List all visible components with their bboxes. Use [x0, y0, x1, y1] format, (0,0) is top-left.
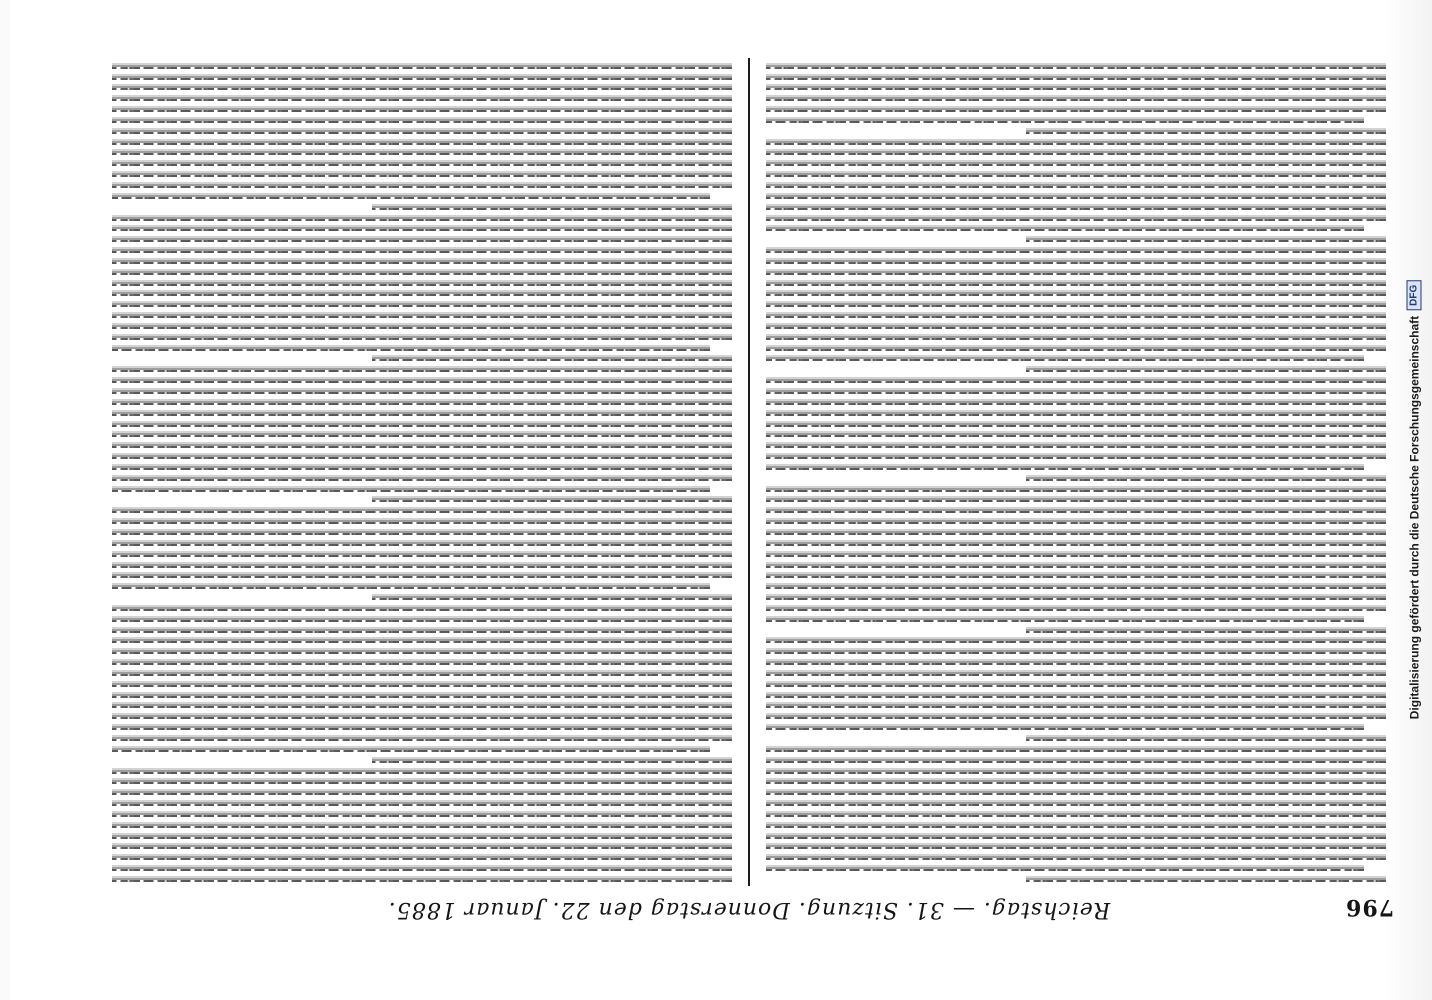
text-line — [112, 804, 732, 806]
text-line — [766, 316, 1386, 318]
text-line — [112, 186, 732, 188]
text-line — [112, 652, 732, 654]
text-line — [766, 674, 1386, 676]
text-line — [766, 392, 1386, 394]
text-line — [766, 576, 1386, 578]
text-line — [112, 240, 732, 242]
text-line — [766, 696, 1386, 698]
text-line — [766, 229, 1364, 231]
text-line — [766, 750, 1386, 752]
text-line — [766, 641, 1386, 643]
text-line — [766, 555, 1386, 557]
text-line — [1026, 240, 1386, 242]
text-line — [766, 67, 1386, 69]
text-line — [112, 609, 732, 611]
text-line — [766, 338, 1386, 340]
text-line — [112, 826, 732, 828]
text-line — [112, 273, 732, 275]
dfg-logo-icon: DFG — [1407, 281, 1422, 310]
text-line — [112, 555, 732, 557]
text-line — [112, 446, 732, 448]
text-line — [112, 88, 732, 90]
text-line — [766, 587, 1386, 589]
text-line — [766, 609, 1386, 611]
text-line — [766, 858, 1386, 860]
text-line — [112, 468, 732, 470]
text-line — [112, 566, 732, 568]
text-line — [112, 587, 710, 589]
text-line — [766, 99, 1386, 101]
page-number: 796 — [1345, 894, 1394, 920]
text-line — [766, 500, 1386, 502]
running-head: Reichstag. — 31. Sitzung. Donnerstag den 22. Januar 1885. — [387, 897, 1111, 922]
text-line — [766, 533, 1386, 535]
text-line — [766, 511, 1386, 513]
text-line — [1026, 880, 1386, 882]
text-line — [112, 750, 710, 752]
text-line — [766, 251, 1386, 253]
text-line — [112, 316, 732, 318]
text-line — [112, 284, 732, 286]
text-line — [766, 793, 1386, 795]
text-line — [112, 219, 732, 221]
text-line — [766, 522, 1386, 524]
page-header — [104, 886, 1394, 926]
text-line — [112, 403, 732, 405]
text-line — [766, 728, 1364, 730]
text-line — [112, 522, 732, 524]
text-line — [766, 110, 1386, 112]
watermark-text: Digitalisierung gefördert durch die Deutsche Forschungsgemeinschaft — [1407, 315, 1421, 720]
text-line — [766, 262, 1386, 264]
text-line — [112, 262, 732, 264]
text-line — [112, 327, 732, 329]
text-line — [112, 175, 732, 177]
text-line — [112, 511, 732, 513]
text-line — [766, 305, 1386, 307]
text-line — [112, 728, 732, 730]
text-line — [372, 598, 732, 600]
text-line — [112, 67, 732, 69]
text-line — [112, 110, 732, 112]
text-line — [766, 652, 1386, 654]
text-line — [112, 251, 732, 253]
text-line — [112, 696, 732, 698]
text-line — [766, 598, 1386, 600]
text-line — [766, 153, 1386, 155]
text-line — [372, 500, 732, 502]
text-line — [112, 880, 732, 882]
text-line — [112, 641, 732, 643]
text-line — [766, 164, 1386, 166]
text-line — [766, 717, 1386, 719]
text-line — [766, 208, 1386, 210]
text-line — [112, 78, 732, 80]
text-column-right — [112, 60, 732, 882]
text-line — [766, 837, 1386, 839]
text-line — [766, 360, 1364, 362]
text-line — [112, 197, 710, 199]
text-line — [112, 381, 732, 383]
text-line — [372, 360, 732, 362]
text-line — [766, 175, 1386, 177]
text-line — [1026, 132, 1386, 134]
text-line — [766, 425, 1386, 427]
text-line — [112, 533, 732, 535]
watermark-label — [1407, 281, 1422, 720]
text-line — [112, 631, 732, 633]
text-line — [766, 121, 1364, 123]
text-line — [766, 468, 1364, 470]
text-line — [112, 674, 732, 676]
printed-page-rotated — [104, 58, 1394, 926]
text-line — [766, 78, 1386, 80]
text-line — [1026, 631, 1386, 633]
text-line — [766, 457, 1386, 459]
text-line — [766, 197, 1386, 199]
text-line — [112, 717, 732, 719]
text-line — [766, 143, 1386, 145]
text-line — [112, 164, 732, 166]
text-line — [1026, 739, 1386, 741]
text-line — [766, 826, 1386, 828]
text-line — [766, 186, 1386, 188]
text-line — [112, 707, 732, 709]
text-line — [112, 869, 732, 871]
text-column-left — [766, 60, 1386, 882]
text-line — [766, 381, 1386, 383]
text-line — [766, 707, 1386, 709]
text-line — [766, 435, 1386, 437]
text-line — [112, 772, 732, 774]
text-line — [112, 490, 710, 492]
text-line — [372, 761, 732, 763]
text-line — [112, 858, 732, 860]
text-line — [1026, 370, 1386, 372]
text-line — [112, 121, 732, 123]
text-line — [766, 414, 1386, 416]
text-line — [766, 284, 1386, 286]
text-line — [766, 620, 1364, 622]
text-line — [112, 99, 732, 101]
text-line — [766, 815, 1386, 817]
text-line — [112, 685, 732, 687]
text-line — [766, 88, 1386, 90]
text-line — [112, 847, 732, 849]
text-line — [766, 663, 1386, 665]
text-line — [112, 392, 732, 394]
text-line — [112, 576, 732, 578]
text-line — [112, 739, 732, 741]
text-line — [112, 837, 732, 839]
text-line — [766, 869, 1364, 871]
text-line — [112, 229, 732, 231]
text-line — [766, 544, 1386, 546]
text-line — [112, 663, 732, 665]
text-line — [766, 761, 1386, 763]
text-line — [112, 132, 732, 134]
text-line — [112, 349, 710, 351]
text-line — [766, 403, 1386, 405]
text-line — [766, 219, 1386, 221]
text-line — [112, 457, 732, 459]
text-line — [112, 425, 732, 427]
text-line — [766, 327, 1386, 329]
text-line — [112, 370, 732, 372]
text-line — [112, 305, 732, 307]
text-line — [112, 620, 732, 622]
scan-edge-left — [0, 0, 10, 1000]
text-line — [112, 143, 732, 145]
text-line — [766, 273, 1386, 275]
text-line — [766, 294, 1386, 296]
text-line — [112, 479, 732, 481]
column-divider — [748, 58, 750, 886]
text-line — [112, 153, 732, 155]
text-line — [372, 208, 732, 210]
text-line — [1026, 479, 1386, 481]
text-line — [766, 782, 1386, 784]
text-line — [766, 490, 1386, 492]
text-line — [112, 793, 732, 795]
text-line — [766, 804, 1386, 806]
text-line — [112, 294, 732, 296]
text-line — [112, 815, 732, 817]
text-line — [112, 338, 732, 340]
text-line — [766, 349, 1386, 351]
text-line — [112, 435, 732, 437]
text-line — [112, 414, 732, 416]
text-line — [766, 566, 1386, 568]
text-line — [766, 772, 1386, 774]
text-line — [766, 847, 1386, 849]
text-line — [766, 685, 1386, 687]
text-line — [112, 544, 732, 546]
text-line — [112, 782, 732, 784]
text-line — [766, 446, 1386, 448]
